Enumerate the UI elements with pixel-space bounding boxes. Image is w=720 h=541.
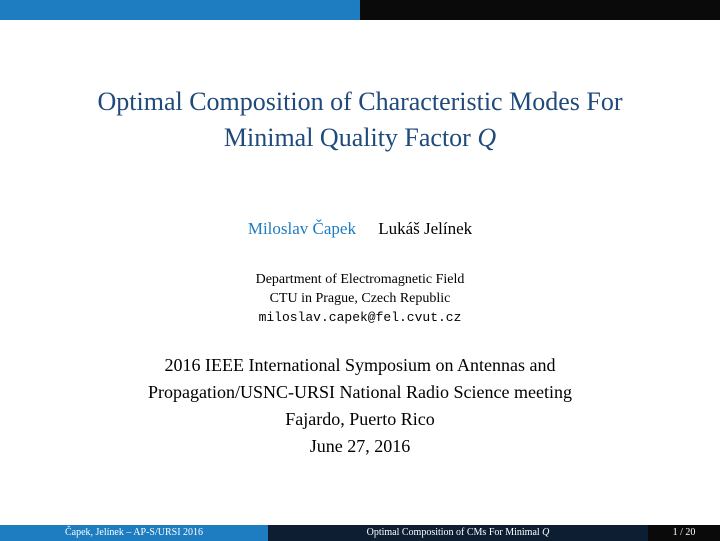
title-line-2-text: Minimal Quality Factor (223, 123, 478, 152)
footer-page-number: 1 / 20 (648, 525, 720, 541)
top-bar-left-blue (0, 0, 360, 20)
affiliation (0, 270, 720, 327)
event-info (0, 352, 720, 460)
title-line-2 (0, 120, 720, 156)
event-line-2: Propagation/USNC-URSI National Radio Science meeting (148, 382, 572, 402)
title-line-1: Optimal Composition of Characteristic Modes For (97, 87, 623, 116)
footer-q-symbol: Q (542, 527, 550, 538)
slide-footer (0, 525, 720, 541)
event-location: Fajardo, Puerto Rico (285, 409, 435, 429)
footer-title-text: Optimal Composition of CMs For Minimal (366, 527, 543, 538)
author-jelinek: Lukáš Jelínek (378, 219, 473, 238)
footer-authors: Čapek, Jelínek – AP-S/URSI 2016 (0, 525, 268, 541)
slide-title (0, 84, 720, 156)
author-email: miloslav.capek@fel.cvut.cz (258, 310, 462, 325)
affiliation-department: Department of Electromagnetic Field (255, 272, 465, 287)
affiliation-university: CTU in Prague, Czech Republic (269, 291, 451, 306)
top-bar-right-black (360, 0, 720, 20)
top-header-bar (0, 0, 720, 20)
event-date: June 27, 2016 (309, 436, 411, 456)
author-capek: Miloslav Čapek (247, 219, 356, 238)
event-line-1: 2016 IEEE International Symposium on Antennas and (164, 355, 556, 375)
authors (0, 219, 720, 239)
footer-short-title (268, 525, 648, 541)
title-q-symbol: Q (477, 123, 497, 152)
